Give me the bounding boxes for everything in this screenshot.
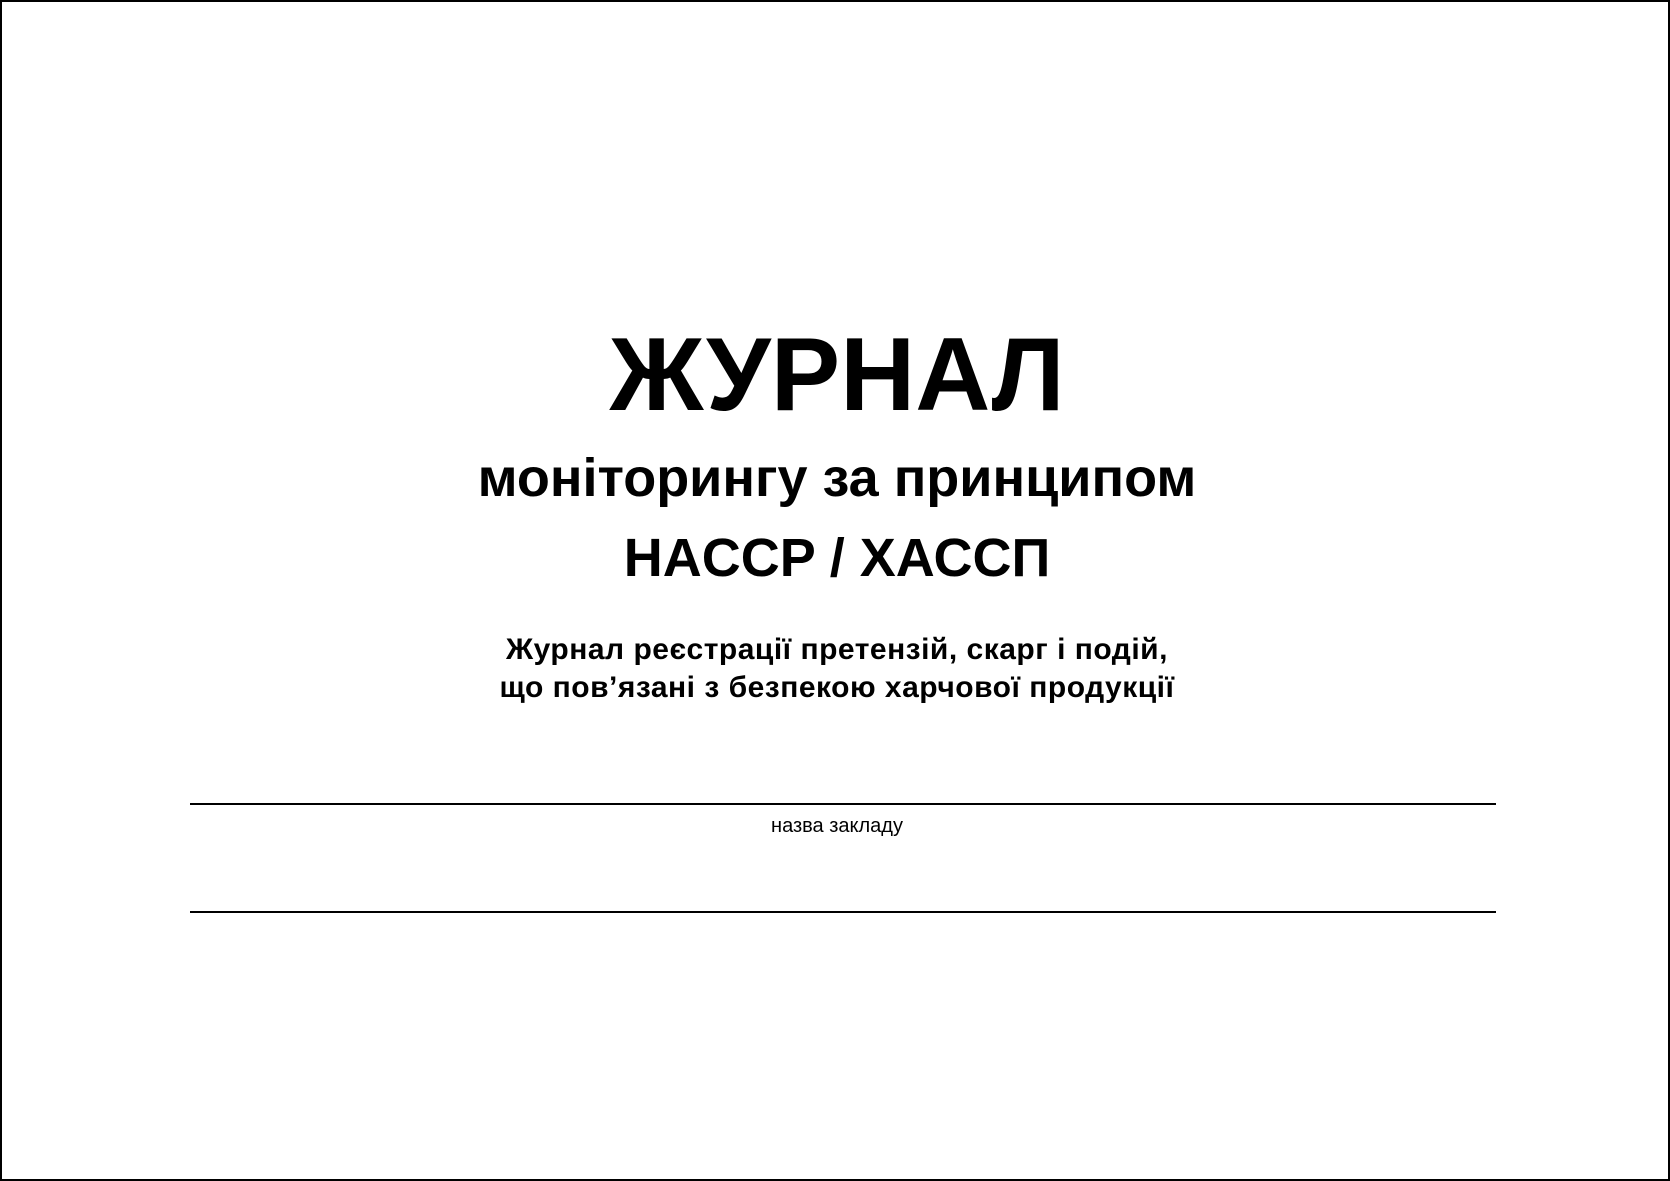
journal-title: ЖУРНАЛ [609, 317, 1065, 433]
establishment-name-line [190, 803, 1496, 805]
establishment-name-caption: назва закладу [771, 815, 903, 837]
journal-subtitle-line-1: моніторингу за принципом [477, 448, 1197, 508]
journal-description-line-2: що пов’язані з безпекою харчової продукції [499, 671, 1175, 704]
secondary-fill-line [190, 911, 1496, 913]
journal-description-line-1: Журнал реєстрації претензій, скарг і подій, [506, 633, 1168, 666]
journal-subtitle-line-2: HACCP / ХАССП [623, 528, 1051, 588]
